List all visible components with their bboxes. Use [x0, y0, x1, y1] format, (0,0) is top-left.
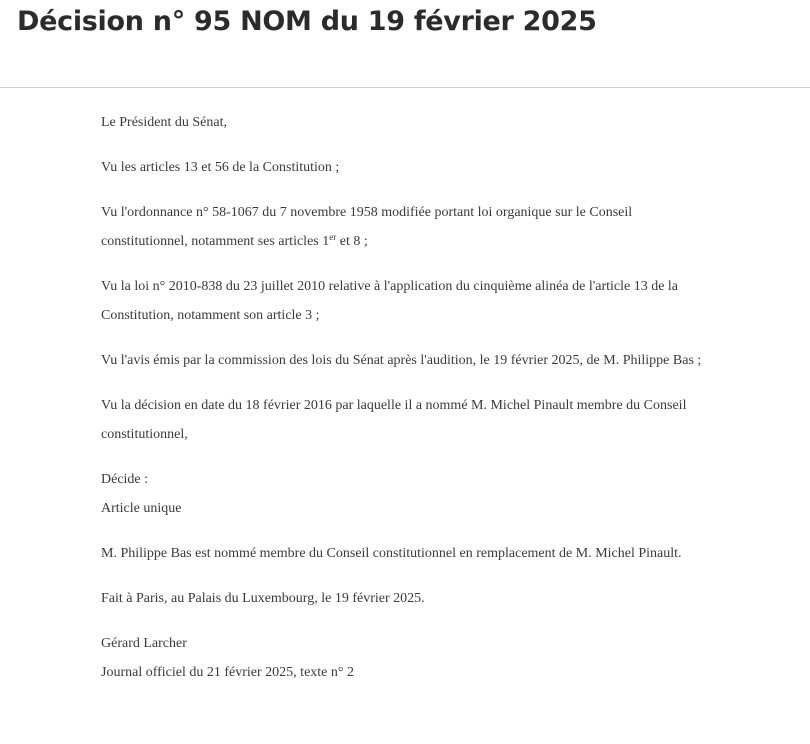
- vu-ordonnance-tail: et 8 ;: [336, 234, 368, 249]
- decide-label: Décide :: [101, 472, 149, 487]
- superscript-er: er: [329, 232, 337, 242]
- vu-ordonnance: [101, 198, 721, 256]
- article-heading: Article unique: [101, 501, 182, 516]
- signatory-name: Gérard Larcher: [101, 636, 187, 651]
- vu-constitution: Vu les articles 13 et 56 de la Constitution ;: [101, 160, 340, 175]
- fait-a-line: Fait à Paris, au Palais du Luxembourg, le 19 février 2025.: [101, 591, 425, 606]
- decision-body: [101, 108, 721, 687]
- page-header: [0, 0, 810, 88]
- vu-avis: Vu l'avis émis par la commission des lois du Sénat après l'audition, le 19 février 2025, de M. Philippe Bas ;: [101, 353, 702, 368]
- article-text: M. Philippe Bas est nommé membre du Conseil constitutionnel en remplacement de M. Michel Pinault.: [101, 546, 682, 561]
- vu-ordonnance-text: Vu l'ordonnance n° 58-1067 du 7 novembre 1958 modifiée portant loi organique sur le Conseil constitutionnel, notamment ses articles 1: [101, 205, 633, 249]
- vu-decision: Vu la décision en date du 18 février 2016 par laquelle il a nommé M. Michel Pinault membre du Conseil constitutionnel,: [101, 398, 687, 442]
- president-line: Le Président du Sénat,: [101, 115, 227, 130]
- vu-loi: Vu la loi n° 2010-838 du 23 juillet 2010 relative à l'application du cinquième alinéa de l'article 13 de la Constitution, notamment son article 3 ;: [101, 279, 679, 323]
- page-title: Décision n° 95 NOM du 19 février 2025: [17, 6, 597, 37]
- journal-reference: Journal officiel du 21 février 2025, texte n° 2: [101, 665, 354, 680]
